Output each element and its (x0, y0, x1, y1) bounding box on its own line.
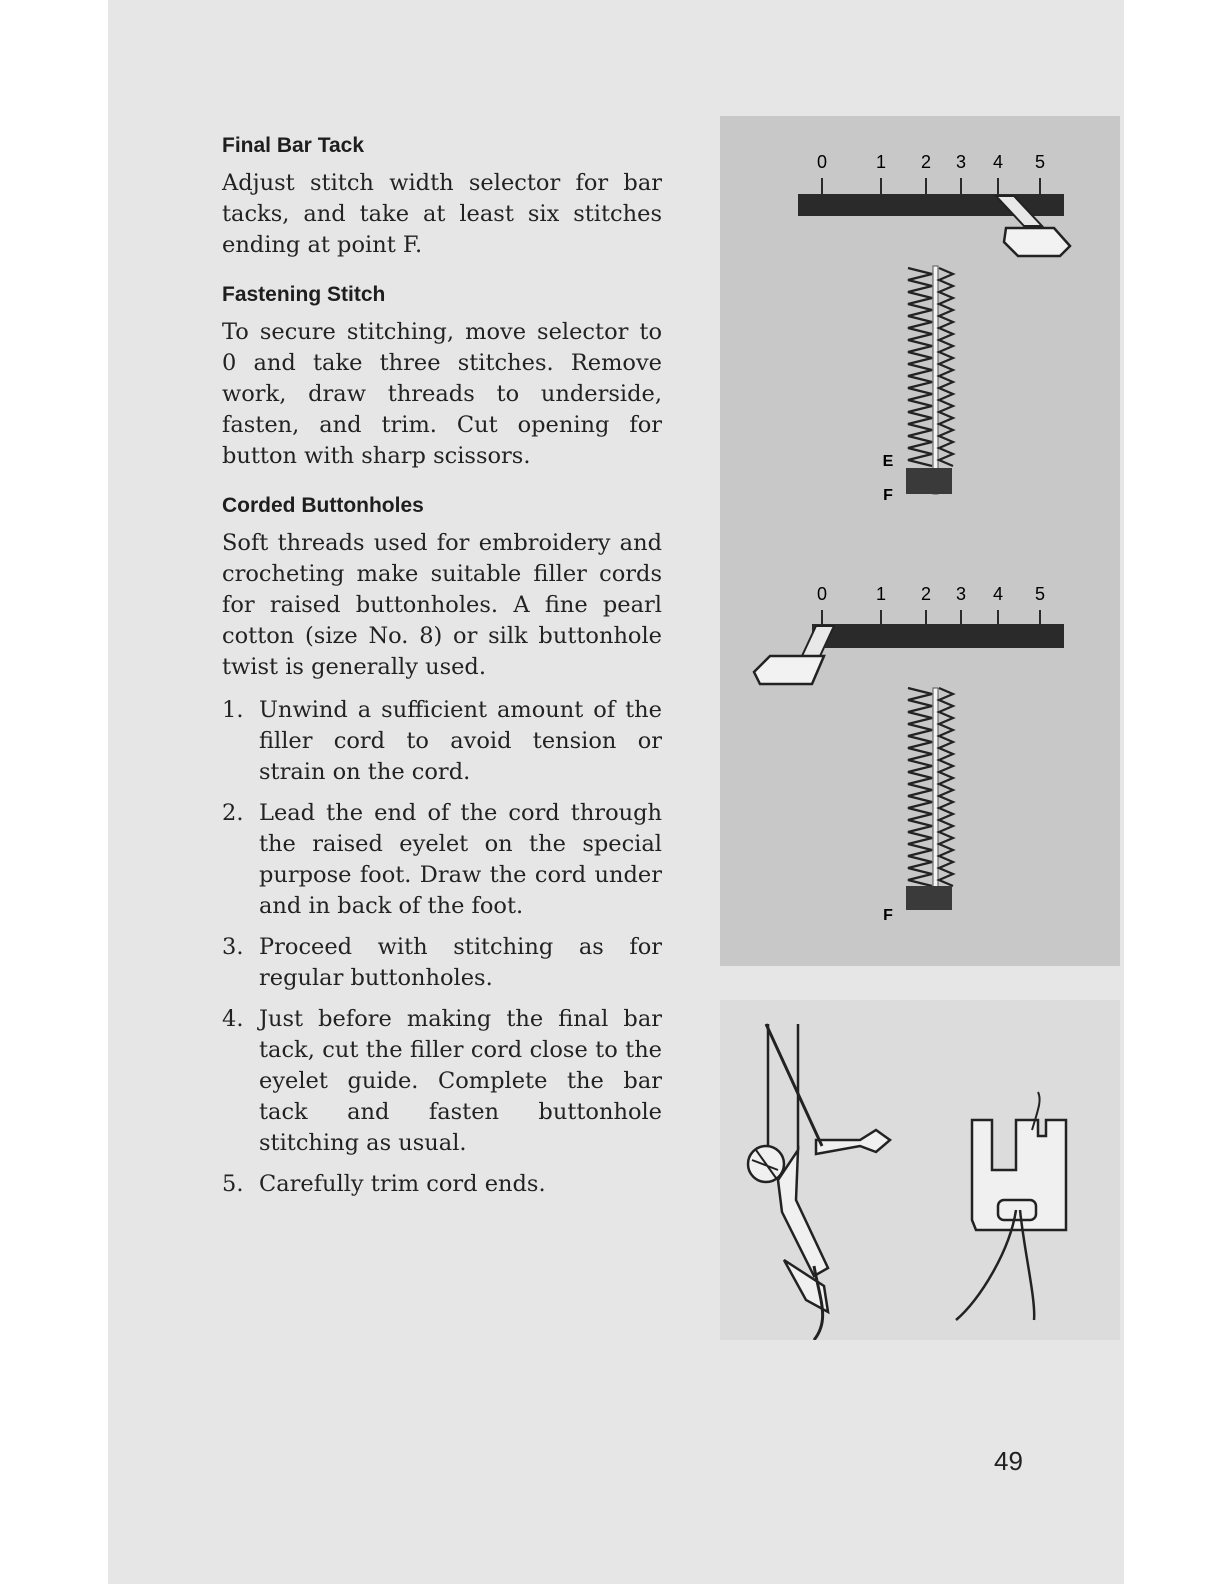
step-number: 1. (222, 697, 244, 723)
step-item (222, 798, 662, 922)
step-number: 5. (222, 1171, 244, 1197)
stitch-width-figures-svg (720, 116, 1120, 966)
scale-label: 4 (992, 152, 1004, 172)
paragraph-final-bar-tack: Adjust stitch width selector for bar tacks, and take at least six stitches ending at point F. (222, 170, 662, 258)
section-corded-buttonholes (222, 494, 662, 1200)
zigzag-right (939, 688, 953, 886)
scale-label: 1 (875, 584, 887, 604)
scale-label: 1 (875, 152, 887, 172)
step-item (222, 695, 662, 788)
scale-label: 5 (1034, 152, 1046, 172)
stitch-width-figures (720, 116, 1120, 966)
text-column (222, 134, 662, 1222)
presser-foot-bottom-view (956, 1092, 1066, 1320)
scale-label: 0 (816, 152, 828, 172)
corded-foot-figures (720, 1000, 1120, 1340)
buttonhole-stitching-top (883, 266, 953, 504)
heading-final-bar-tack: Final Bar Tack (222, 134, 364, 157)
presser-foot-side-view (748, 1024, 890, 1340)
scale-label: 0 (816, 584, 828, 604)
step-text: Lead the end of the cord through the raised eyelet on the special purpose foot. Draw the cord under and in back of the foot. (259, 800, 662, 919)
paragraph-fastening-stitch: To secure stitching, move selector to 0 and take three stitches. Remove work, draw threads to underside, fasten, and trim. Cut opening for button with sharp scissors. (222, 319, 662, 469)
step-item (222, 1169, 662, 1200)
scale-bottom (812, 584, 1064, 648)
zigzag-left (908, 688, 932, 886)
section-final-bar-tack (222, 134, 662, 261)
step-number: 2. (222, 800, 244, 826)
step-text: Carefully trim cord ends. (259, 1171, 546, 1197)
scale-label: 3 (955, 152, 967, 172)
point-f-label: F (883, 907, 893, 924)
paragraph-corded-buttonholes: Soft threads used for embroidery and crocheting make suitable filler cords for raised buttonholes. A fine pearl cotton (size No. 8) or silk buttonhole twist is generally used. (222, 530, 662, 680)
scale-label: 4 (992, 584, 1004, 604)
heading-fastening-stitch: Fastening Stitch (222, 283, 386, 306)
scale-label: 2 (920, 584, 932, 604)
bar-tack (906, 886, 952, 910)
step-item (222, 932, 662, 994)
corded-foot-svg (720, 1000, 1120, 1340)
buttonhole-stitching-bottom (883, 688, 953, 924)
scale-label: 5 (1034, 584, 1046, 604)
step-number: 4. (222, 1006, 244, 1032)
step-text: Proceed with stitching as for regular buttonholes. (259, 934, 662, 991)
point-e-label: E (882, 453, 894, 470)
zigzag-right (939, 268, 953, 466)
step-number: 3. (222, 934, 244, 960)
step-text: Just before making the final bar tack, cut the filler cord close to the eyelet guide. Complete the bar tack and fasten buttonhole stitching as usual. (259, 1006, 662, 1156)
scale-label: 2 (920, 152, 932, 172)
bar-tack (906, 468, 952, 494)
step-item (222, 1004, 662, 1159)
scale-bar (812, 624, 1064, 648)
manual-page (108, 0, 1124, 1584)
zigzag-left (908, 268, 932, 466)
section-fastening-stitch (222, 283, 662, 472)
scale-label: 3 (955, 584, 967, 604)
heading-corded-buttonholes: Corded Buttonholes (222, 494, 424, 517)
steps-list (222, 695, 662, 1200)
point-f-label: F (883, 487, 893, 504)
page-number: 49 (994, 1446, 1023, 1476)
step-text: Unwind a sufficient amount of the filler cord to avoid tension or strain on the cord. (259, 697, 662, 785)
selector-lever-bottom (754, 626, 834, 684)
